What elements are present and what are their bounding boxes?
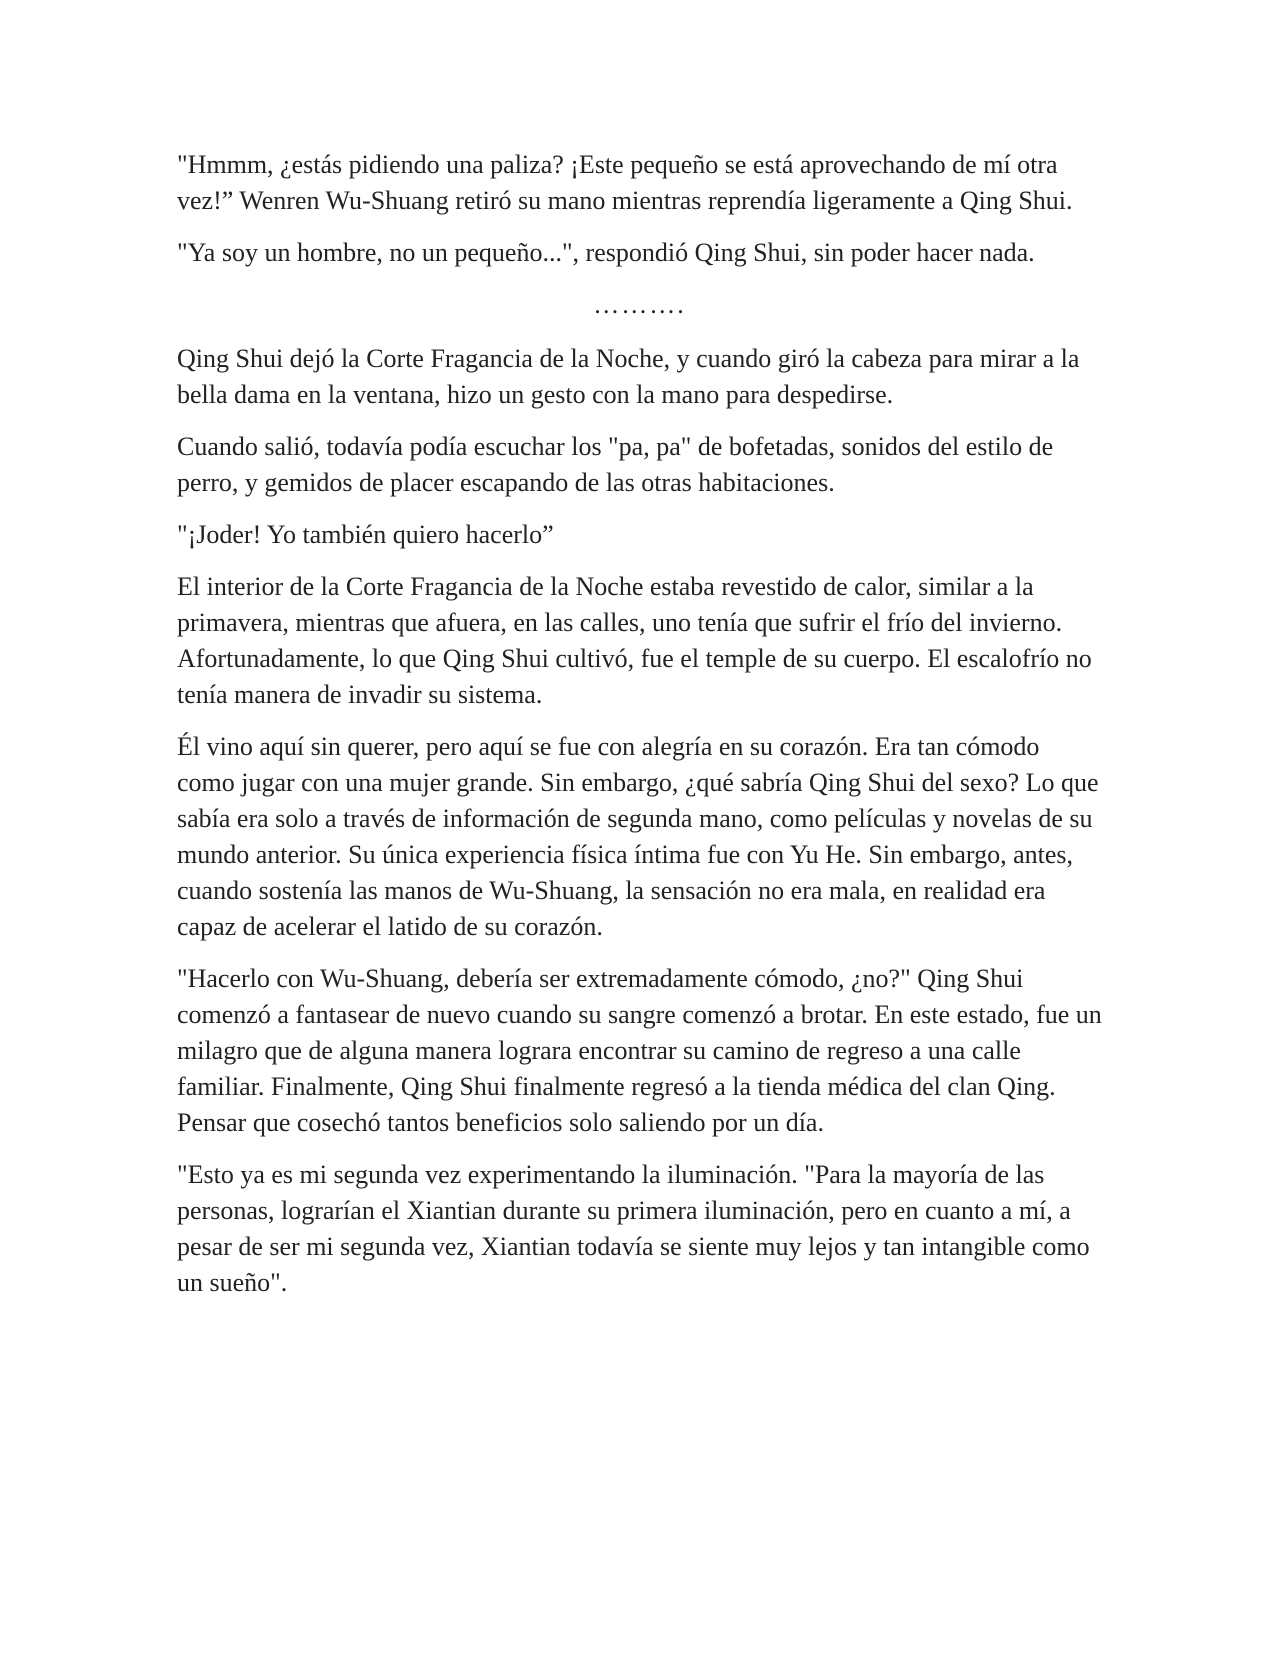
paragraph-3: Qing Shui dejó la Corte Fragancia de la Noche, y cuando giró la cabeza para mirar a la bella dama en la ventana, hizo un gesto con la mano para despedirse. xyxy=(177,344,1080,409)
paragraph-5: "¡Joder! Yo también quiero hacerlo” xyxy=(177,520,554,549)
paragraph-8: "Hacerlo con Wu-Shuang, debería ser extremadamente cómodo, ¿no?" Qing Shui comenzó a fantasear de nuevo cuando su sangre comenzó a brotar. En este estado, fue un milagro que de alguna manera lograra encontrar su camino de regreso a una calle familiar. Finalmente, Qing Shui finalmente regresó a la tienda médica del clan Qing. Pensar que cosechó tantos beneficios solo saliendo por un día. xyxy=(177,964,1102,1137)
paragraph-9: "Esto ya es mi segunda vez experimentando la iluminación. "Para la mayoría de las personas, lograrían el Xiantian durante su primera iluminación, pero en cuanto a mí, a pesar de ser mi segunda vez, Xiantian todavía se siente muy lejos y tan intangible como un sueño". xyxy=(177,1160,1090,1297)
paragraph-1: "Hmmm, ¿estás pidiendo una paliza? ¡Este pequeño se está aprovechando de mí otra vez!” Wenren Wu-Shuang retiró su mano mientras reprendía ligeramente a Qing Shui. xyxy=(177,150,1073,215)
paragraph-7: Él vino aquí sin querer, pero aquí se fue con alegría en su corazón. Era tan cómodo como jugar con una mujer grande. Sin embargo, ¿qué sabría Qing Shui del sexo? Lo que sabía era solo a través de información de segunda mano, como películas y novelas de su mundo anterior. Su única experiencia física íntima fue con Yu He. Sin embargo, antes, cuando sostenía las manos de Wu-Shuang, la sensación no era mala, en realidad era capaz de acelerar el latido de su corazón. xyxy=(177,732,1099,941)
paragraph-2: "Ya soy un hombre, no un pequeño...", respondió Qing Shui, sin poder hacer nada. xyxy=(177,238,1035,267)
text-column xyxy=(177,147,1102,1317)
paragraph-4: Cuando salió, todavía podía escuchar los "pa, pa" de bofetadas, sonidos del estilo de perro, y gemidos de placer escapando de las otras habitaciones. xyxy=(177,432,1054,497)
scene-separator: ………. xyxy=(593,290,686,319)
paragraph-6: El interior de la Corte Fragancia de la Noche estaba revestido de calor, similar a la primavera, mientras que afuera, en las calles, uno tenía que sufrir el frío del invierno. Afortunadamente, lo que Qing Shui cultivó, fue el temple de su cuerpo. El escalofrío no tenía manera de invadir su sistema. xyxy=(177,572,1092,709)
